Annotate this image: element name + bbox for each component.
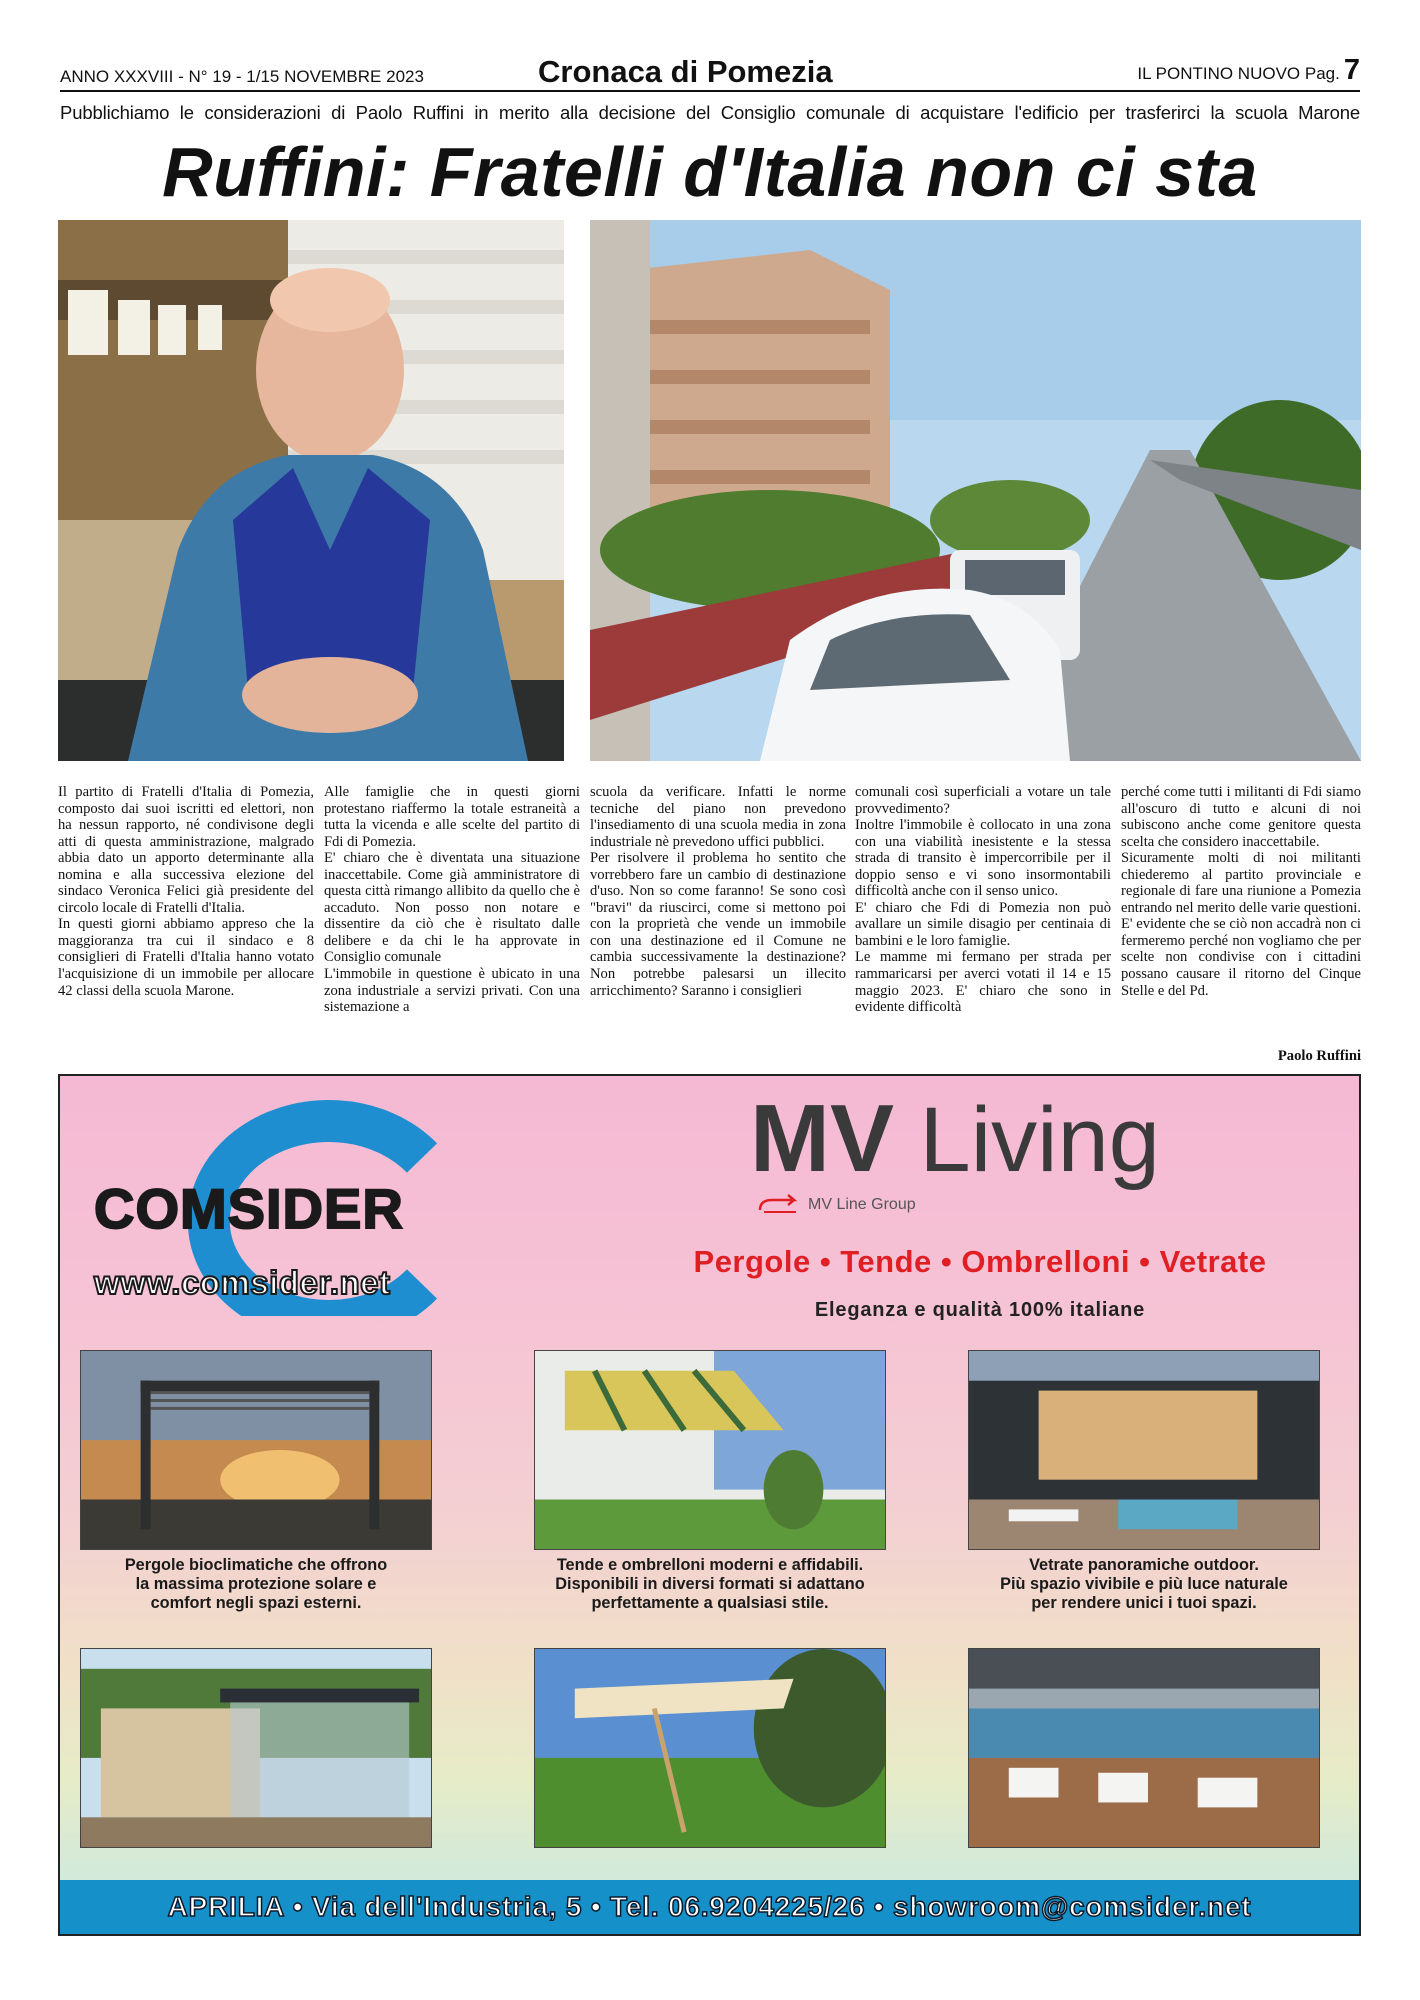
article-paragraph: Inoltre l'immobile è collocato in una zona con una viabilità inesistente e la stessa strada di transito è impercorribile per il doppio senso e vi sono insormontabili difficoltà anche con il senso unico. (855, 817, 1111, 900)
article-paragraph: Sicuramente molti di noi militanti chiederemo al partito provinciale e regionale di fare una riunione a Pomezia entrando nel merito delle varie questioni. E' evidente che se ciò non accadrà non ci fermeremo perché non vogliamo che per scelte non condivise con i cittadini possano causare il ritorno del Cinque Stelle e del Pd. (1121, 850, 1361, 999)
article-paragraph: Alle famiglie che in questi giorni protestano riaffermo la totale estraneità a tutta la vicenda e alle scelte del partito di Fdi di Pomezia. (324, 784, 580, 850)
article-paragraph: L'immobile in questione è ubicato in una zona industriale a servizi privati. Con una sistemazione a (324, 966, 580, 1016)
pergola-photo (80, 1350, 432, 1550)
caption-line: Vetrate panoramiche outdoor. (1029, 1556, 1259, 1574)
mv-line-group (756, 1194, 916, 1216)
headline: Ruffini: Fratelli d'Italia non ci sta (162, 133, 1258, 211)
caption-line: Tende e ombrelloni moderni e affidabili. (556, 1556, 864, 1574)
group-name: MV Line Group (808, 1196, 916, 1213)
article-paragraph: scuola da verificare. Infatti le norme tecniche del piano non prevedono l'insediamento di una scuola media in zona industriale nè prevedono uffici pubblici. (590, 784, 846, 850)
arrow-logo-icon (756, 1194, 802, 1216)
brand-light: Living (894, 1089, 1160, 1191)
article-column-2 (324, 784, 580, 1016)
caption-line: Disponibili in diversi formati si adattano (555, 1575, 865, 1593)
ad-tagline: Pergole • Tende • Ombrelloni • Vetrate (693, 1244, 1267, 1279)
author-signature: Paolo Ruffini (1277, 1048, 1361, 1064)
article-column-4 (855, 784, 1111, 1016)
issue-info: ANNO XXXVIII - N° 19 - 1/15 NOVEMBRE 2023 (60, 67, 424, 86)
masthead (60, 54, 1360, 92)
bioclimatic-pergola-photo (80, 1648, 432, 1848)
article-paragraph: In questi giorni abbiamo appreso che la maggioranza tra cui il sindaco e 8 consiglieri di Fratelli d'Italia hanno votato l'acquisizione di un immobile per allocare 42 classi della scuola Marone. (58, 916, 314, 999)
glass-wall-photo (968, 1350, 1320, 1550)
article-paragraph: Le mamme mi fermano per strada per rammaricarsi per averci votati il 14 e 15 maggio 2023. E' chiaro che sono in evidente difficoltà (855, 949, 1111, 1016)
caption-line: perfettamente a qualsiasi stile. (591, 1594, 829, 1612)
article-column-5 (1121, 784, 1361, 999)
article-paragraph: Per risolvere il problema ho sentito che vorrebbero fare un cambio di destinazione d'uso. Non so come faranno! Se sono così "bravi" da riuscirci, come si mettono poi con la proprietà che vende un immobile con una destinazione ed il Comune ne cambia successivamente la destinazione? Non potrebbe palesarsi un illecito arricchimento? Saranno i consiglieri (590, 850, 846, 999)
page-prefix: Pag. (1304, 64, 1340, 83)
awning-photo (534, 1350, 886, 1550)
article-paragraph: comunali così superficiali a votare un tale provvedimento? (855, 784, 1111, 817)
advertisement (58, 1074, 1361, 1936)
article-paragraph: Il partito di Fratelli d'Italia di Pomezia, composto dai suoi iscritti ed elettori, non ha nessun rapporto, né condivisone degli atti di questa amministrazione, malgrado abbia dato un apporto determinante alla nomina e alla successiva elezione del sindaco Veronica Felici già presidente del circolo locale di Fratelli d'Italia. (58, 784, 314, 916)
publication-name: IL PONTINO NUOVO (1137, 64, 1301, 83)
page-info (1137, 54, 1360, 87)
terrace-photo (968, 1648, 1320, 1848)
article-body (58, 784, 1361, 1066)
tende-caption (510, 1556, 910, 1613)
ad-contact-bar: APRILIA • Via dell'Industria, 5 • Tel. 06.9204225/26 • showroom@comsider.net (60, 1880, 1359, 1934)
article-column-3 (590, 784, 846, 999)
caption-line: Più spazio vivibile e più luce naturale (1000, 1575, 1288, 1593)
comsider-logo-text: COMSIDER (94, 1177, 404, 1240)
brand-strong: MV (750, 1085, 894, 1192)
caption-line: per rendere unici i tuoi spazi. (1031, 1594, 1257, 1612)
pergole-caption (58, 1556, 456, 1613)
caption-line: Pergole bioclimatiche che offrono (124, 1556, 388, 1574)
article-column-1 (58, 784, 314, 999)
street-photo (590, 220, 1361, 761)
caption-line: comfort negli spazi esterni. (150, 1594, 362, 1612)
article-paragraph: E' chiaro che Fdi di Pomezia non può avallare un simile disagio per centinaia di bambini e le loro famiglie. (855, 899, 1111, 949)
comsider-website[interactable]: www.comsider.net (94, 1264, 391, 1301)
article-paragraph: perché come tutti i militanti di Fdi siamo all'oscuro di tutto e alcuni di noi subiscono anche come genitore questa scelta che considero inaccettabile. (1121, 784, 1361, 850)
vetrate-caption (944, 1556, 1344, 1613)
ad-slogan: Eleganza e qualità 100% italiane (814, 1299, 1146, 1321)
page-number: 7 (1343, 54, 1360, 86)
section-title: Cronaca di Pomezia (538, 54, 833, 89)
caption-line: la massima protezione solare e (135, 1575, 377, 1593)
umbrella-photo (534, 1648, 886, 1848)
mv-living-logo (750, 1084, 1270, 1196)
portrait-photo (58, 220, 564, 761)
article-paragraph: E' chiaro che è diventata una situazione inaccettabile. Come già amministratore di questa città rimango allibito da quello che è accaduto. Non posso non notare e dissentire da ciò che è risultato dalle delibere e da chi le ha approvate in Consiglio comunale (324, 850, 580, 966)
subheadline: Pubblichiamo le considerazioni di Paolo Ruffini in merito alla decisione del Consiglio comunale di acquistare l'edificio per trasferirci la scuola Marone (60, 102, 1360, 123)
